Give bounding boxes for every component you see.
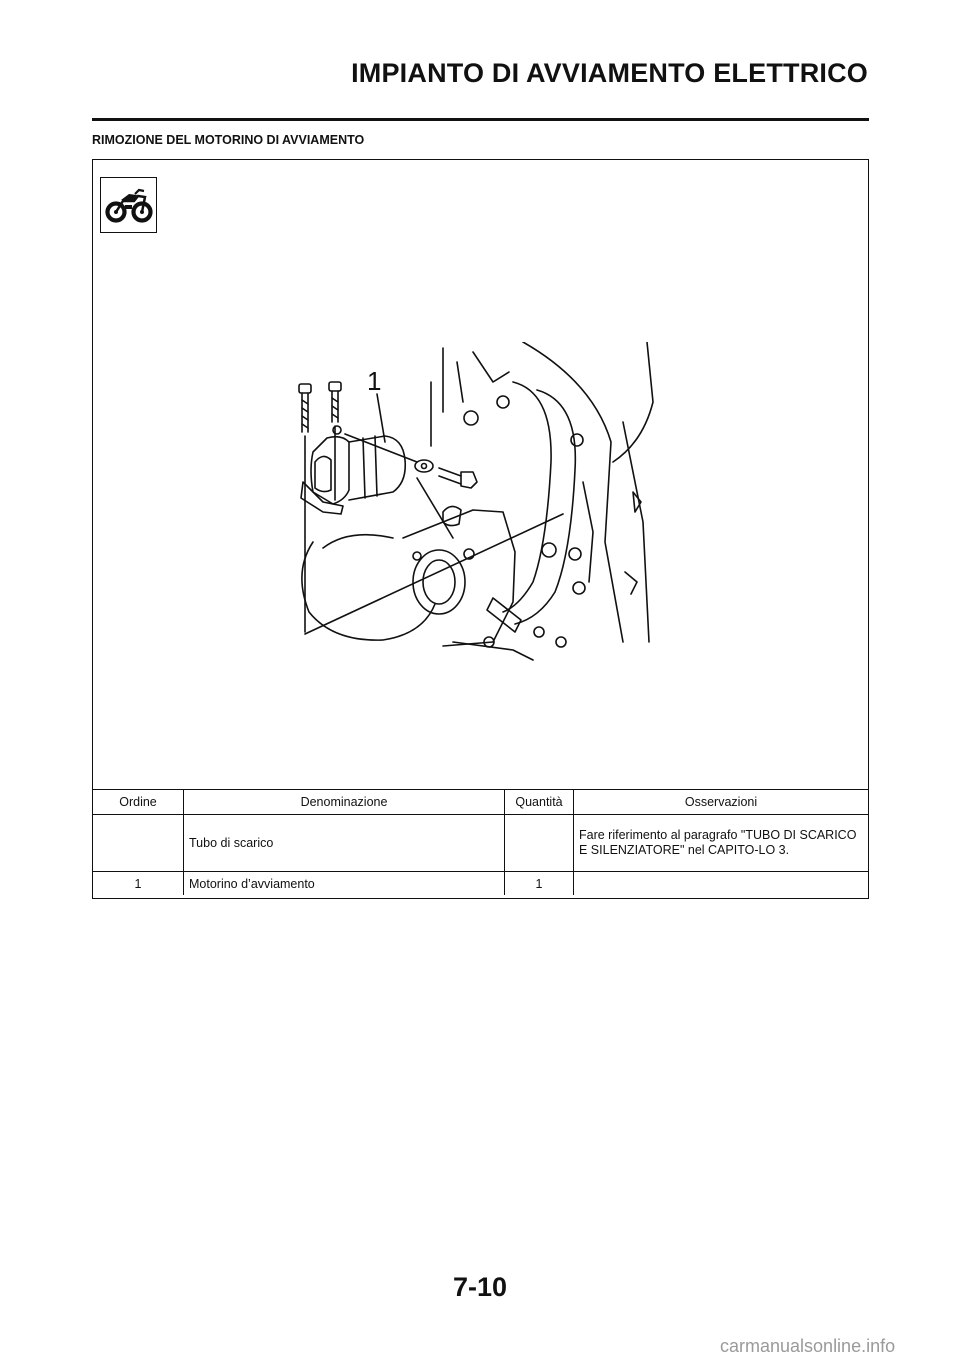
page-header-title: IMPIANTO DI AVVIAMENTO ELETTRICO	[351, 58, 868, 88]
parts-table	[93, 789, 868, 895]
motorcycle-icon-graphic	[101, 178, 156, 232]
row-quantity: 1	[505, 872, 574, 896]
row-quantity	[505, 815, 574, 872]
callout-number: 1	[367, 366, 382, 396]
table-header-row	[93, 790, 868, 815]
row-order	[93, 815, 184, 872]
column-header-name: Denominazione	[184, 790, 505, 815]
section-title: RIMOZIONE DEL MOTORINO DI AVVIAMENTO	[92, 133, 365, 147]
starter-motor-drawing	[293, 342, 673, 662]
column-header-quantity: Quantità	[505, 790, 574, 815]
watermark: carmanualsonline.info	[720, 1336, 896, 1356]
row-name: Motorino d’avviamento	[184, 872, 505, 896]
row-order: 1	[93, 872, 184, 896]
row-notes: Fare riferimento al paragrafo "TUBO DI SCARICO E SILENZIATORE" nel CAPITO-LO 3.	[574, 815, 869, 872]
row-notes	[574, 872, 869, 896]
page-number: 7-10	[452, 1272, 508, 1302]
header-rule	[92, 118, 869, 121]
table-row	[93, 815, 868, 872]
column-header-order: Ordine	[93, 790, 184, 815]
starter-motor-illustration	[293, 342, 673, 662]
row-name: Tubo di scarico	[184, 815, 505, 872]
column-header-notes: Osservazioni	[574, 790, 869, 815]
motorcycle-icon	[100, 177, 157, 233]
table-row	[93, 872, 868, 896]
procedure-box	[92, 159, 869, 899]
